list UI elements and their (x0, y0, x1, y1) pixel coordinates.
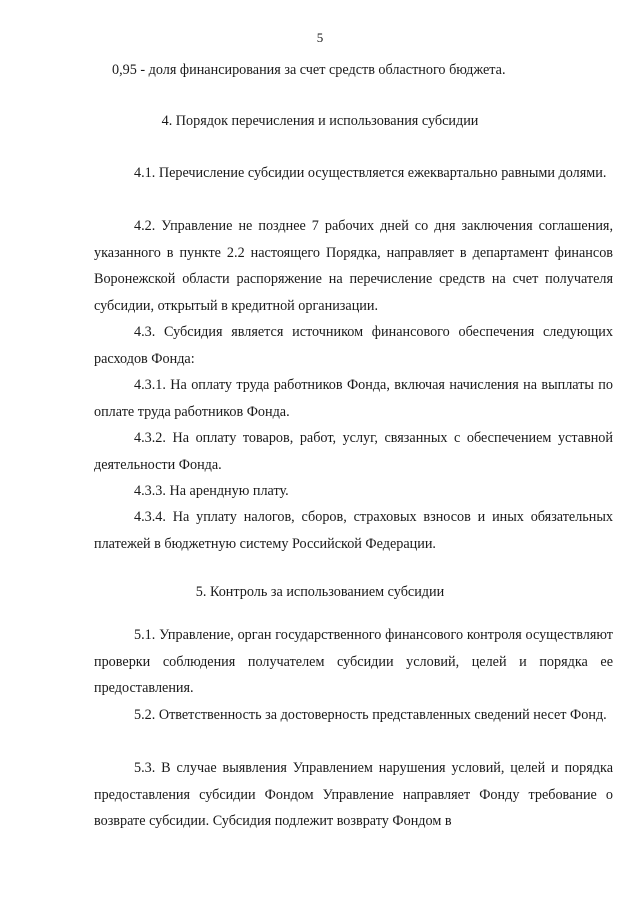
paragraph-5-2: 5.2. Ответственность за достоверность представленных сведений несет Фонд. (134, 707, 607, 723)
paragraph-4-3: 4.3. Субсидия является источником финансового обеспечения следующих расходов Фонда: (94, 324, 613, 367)
section-5-title: 5. Контроль за использованием субсидии (195, 584, 445, 600)
paragraph-5-1: 5.1. Управление, орган государственного финансового контроля осуществляют проверки соблюдения получателем субсидии условий, целей и порядка ее предоставления. (94, 627, 613, 696)
paragraph-5-3: 5.3. В случае выявления Управлением нарушения условий, целей и порядка предоставления субсидии Фондом Управление направляет Фонду требование о возврате субсидии. Субсидия подлежит возврату Фондом в (94, 760, 613, 829)
paragraph-4-1: 4.1. Перечисление субсидии осуществляется ежеквартально равными долями. (134, 165, 607, 181)
page-number: 5 (316, 30, 324, 45)
paragraph-4-3-2: 4.3.2. На оплату товаров, работ, услуг, связанных с обеспечением уставной деятельности Фонда. (94, 430, 613, 473)
financing-share-line: 0,95 - доля финансирования за счет средств областного бюджета. (112, 62, 506, 78)
paragraph-4-3-1: 4.3.1. На оплату труда работников Фонда, включая начисления на выплаты по оплате труда работников Фонда. (94, 377, 613, 420)
paragraph-4-3-3: 4.3.3. На арендную плату. (134, 483, 289, 499)
paragraph-4-2: 4.2. Управление не позднее 7 рабочих дней со дня заключения соглашения, указанного в пункте 2.2 настоящего Порядка, направляет в департамент финансов Воронежской области распоряжение на перечисление средств на счет получателя субсидии, открытый в кредитной организации. (94, 218, 613, 314)
paragraph-4-3-4: 4.3.4. На уплату налогов, сборов, страховых взносов и иных обязательных платежей в бюджетную систему Российской Федерации. (94, 509, 613, 552)
section-4-title: 4. Порядок перечисления и использования субсидии (161, 113, 479, 129)
